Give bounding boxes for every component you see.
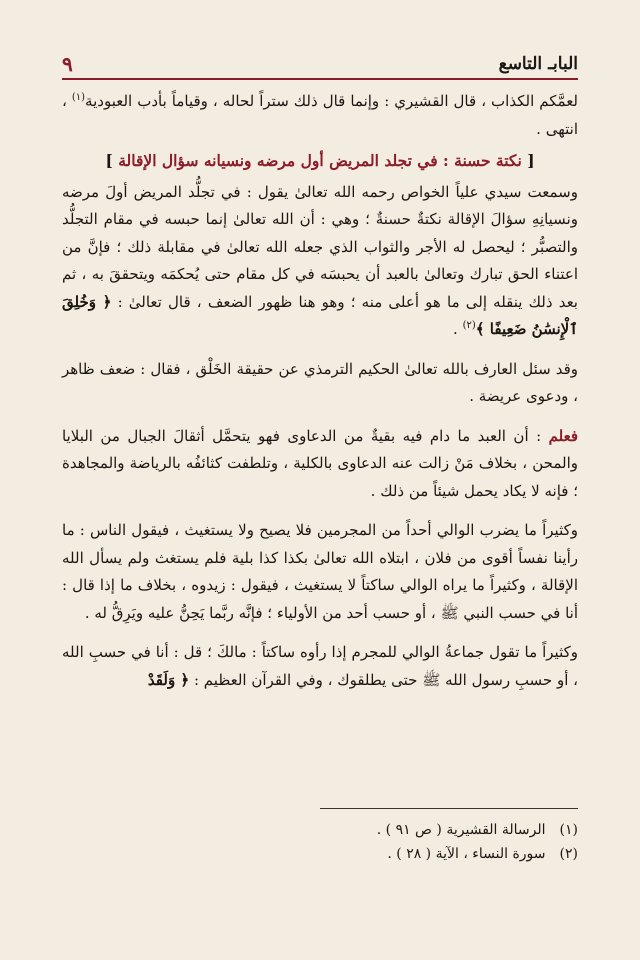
quran-verse-2: ﴿ وَلَقَدْ <box>147 670 190 689</box>
running-title: البابـ التاسع <box>498 54 578 74</box>
footnote-ref-2: (٢) <box>462 320 476 331</box>
paragraph-1: لعمَّكم الكذاب ، قال القشيري : وإنما قال ذلك ستراً لحاله ، وقياماً بأدب العبودية$^{(١)}$ ، انتهى . <box>62 92 578 138</box>
page-header <box>62 50 578 78</box>
quran-verse-1: ﴿ وَخُلِقَ ٱلْإِنسَٰنُ ضَعِيفًا ﴾ <box>62 292 578 338</box>
spacer <box>62 415 578 423</box>
paragraph-3: وقد سئل العارف بالله تعالىٰ الحكيم الترمذي عن حقيقة الخَلْق ، فقال : ضعف ظاهر ، ودعوى عريضة . <box>62 359 578 405</box>
paragraph-2: وسمعت سيدي علياً الخواص رحمه الله تعالىٰ يقول : في تجلُّد المريض أولَ مرضه ونسيانِهِ سؤالَ الإقالة نكتةٌ حسنةٌ ؛ وهي : أن الله تعالىٰ إنما حبسه في مقام التجلُّد والتصبُّر ؛ ليحصل له الأجر والثواب الذي جعله الله تعالىٰ في مقابلة ذلك ؛ فإنَّ من اعتناء الحق تبارك وتعالىٰ بالعبد أن يحبسَه في كل مقام حتى يُحكمَه ويتحققَ به ، ثم بعد ذلك ينقله إلى ما هو أعلى منه ؛ وهو هنا ظهور الضعف ، قال تعالىٰ : ﴿ وَخُلِقَ ٱلْإِنسَٰنُ ضَعِيفًا ﴾$^{(٢)}$ . <box>62 182 578 338</box>
section-heading: [ نكتة حسنة : في تجلد المريض أول مرضه ونسيانه سؤال الإقالة ] <box>105 151 535 170</box>
footnote-rule <box>320 808 578 809</box>
spacer <box>62 631 578 639</box>
footnote-ref-1: (١) <box>71 92 86 103</box>
spacer <box>62 348 578 356</box>
page-body <box>62 88 578 698</box>
paragraph-5: وكثيراً ما يضرب الوالي أحداً من المجرمين فلا يصيح ولا يستغيث ، فيقول الناس : ما رأينا نفساً أقوى من فلان ، ابتلاه الله تعالىٰ بكذا كذا بلية فلم يستغث ولم يسأل الله الإقالة ، وكثيراً ما يراه الوالي ساكتاً لا يستغيث ، فيقول : زيدوه ، بخلاف ما إذا قال : أنا في حسب النبي ﷺ ، أو حسب أحد من الأولياء ؛ فإنَّه ربَّما يَحِنُّ عليه ويَرِقُّ له . <box>62 521 578 622</box>
paragraph-4: فعلم : أن العبد ما دام فيه بقيةٌ من الدعاوى فهو يتحمَّل أثقالَ الجبال من البلايا والمحن ، بخلاف مَنْ زالت عنه الدعاوى بالكلية ، وتلطفت كثائفُه بالرياضة والمجاهدة ؛ فإنه لا يكاد يحمل شيئاً من ذلك . <box>62 426 578 500</box>
footnotes <box>62 818 578 866</box>
page-number: ٩ <box>62 52 73 76</box>
lead-word: فعلم <box>548 426 578 445</box>
footnote-1: (١)الرسالة القشيرية ( ص ٩١ ) . <box>376 822 578 838</box>
footnote-2: (٢)سورة النساء ، الآية ( ٢٨ ) . <box>387 846 578 862</box>
spacer <box>62 509 578 517</box>
paragraph-6: وكثيراً ما تقول جماعةُ الوالي للمجرم إذا رأوه ساكتاً : مالكَ ؛ قل : أنا في حسبِ الله ، أو حسبِ رسول الله ﷺ حتى يطلقوك ، وفي القرآن العظيم : ﴿ وَلَقَدْ <box>62 643 578 689</box>
header-rule <box>62 78 578 80</box>
heading-keyword: نكتة حسنة <box>454 151 522 170</box>
